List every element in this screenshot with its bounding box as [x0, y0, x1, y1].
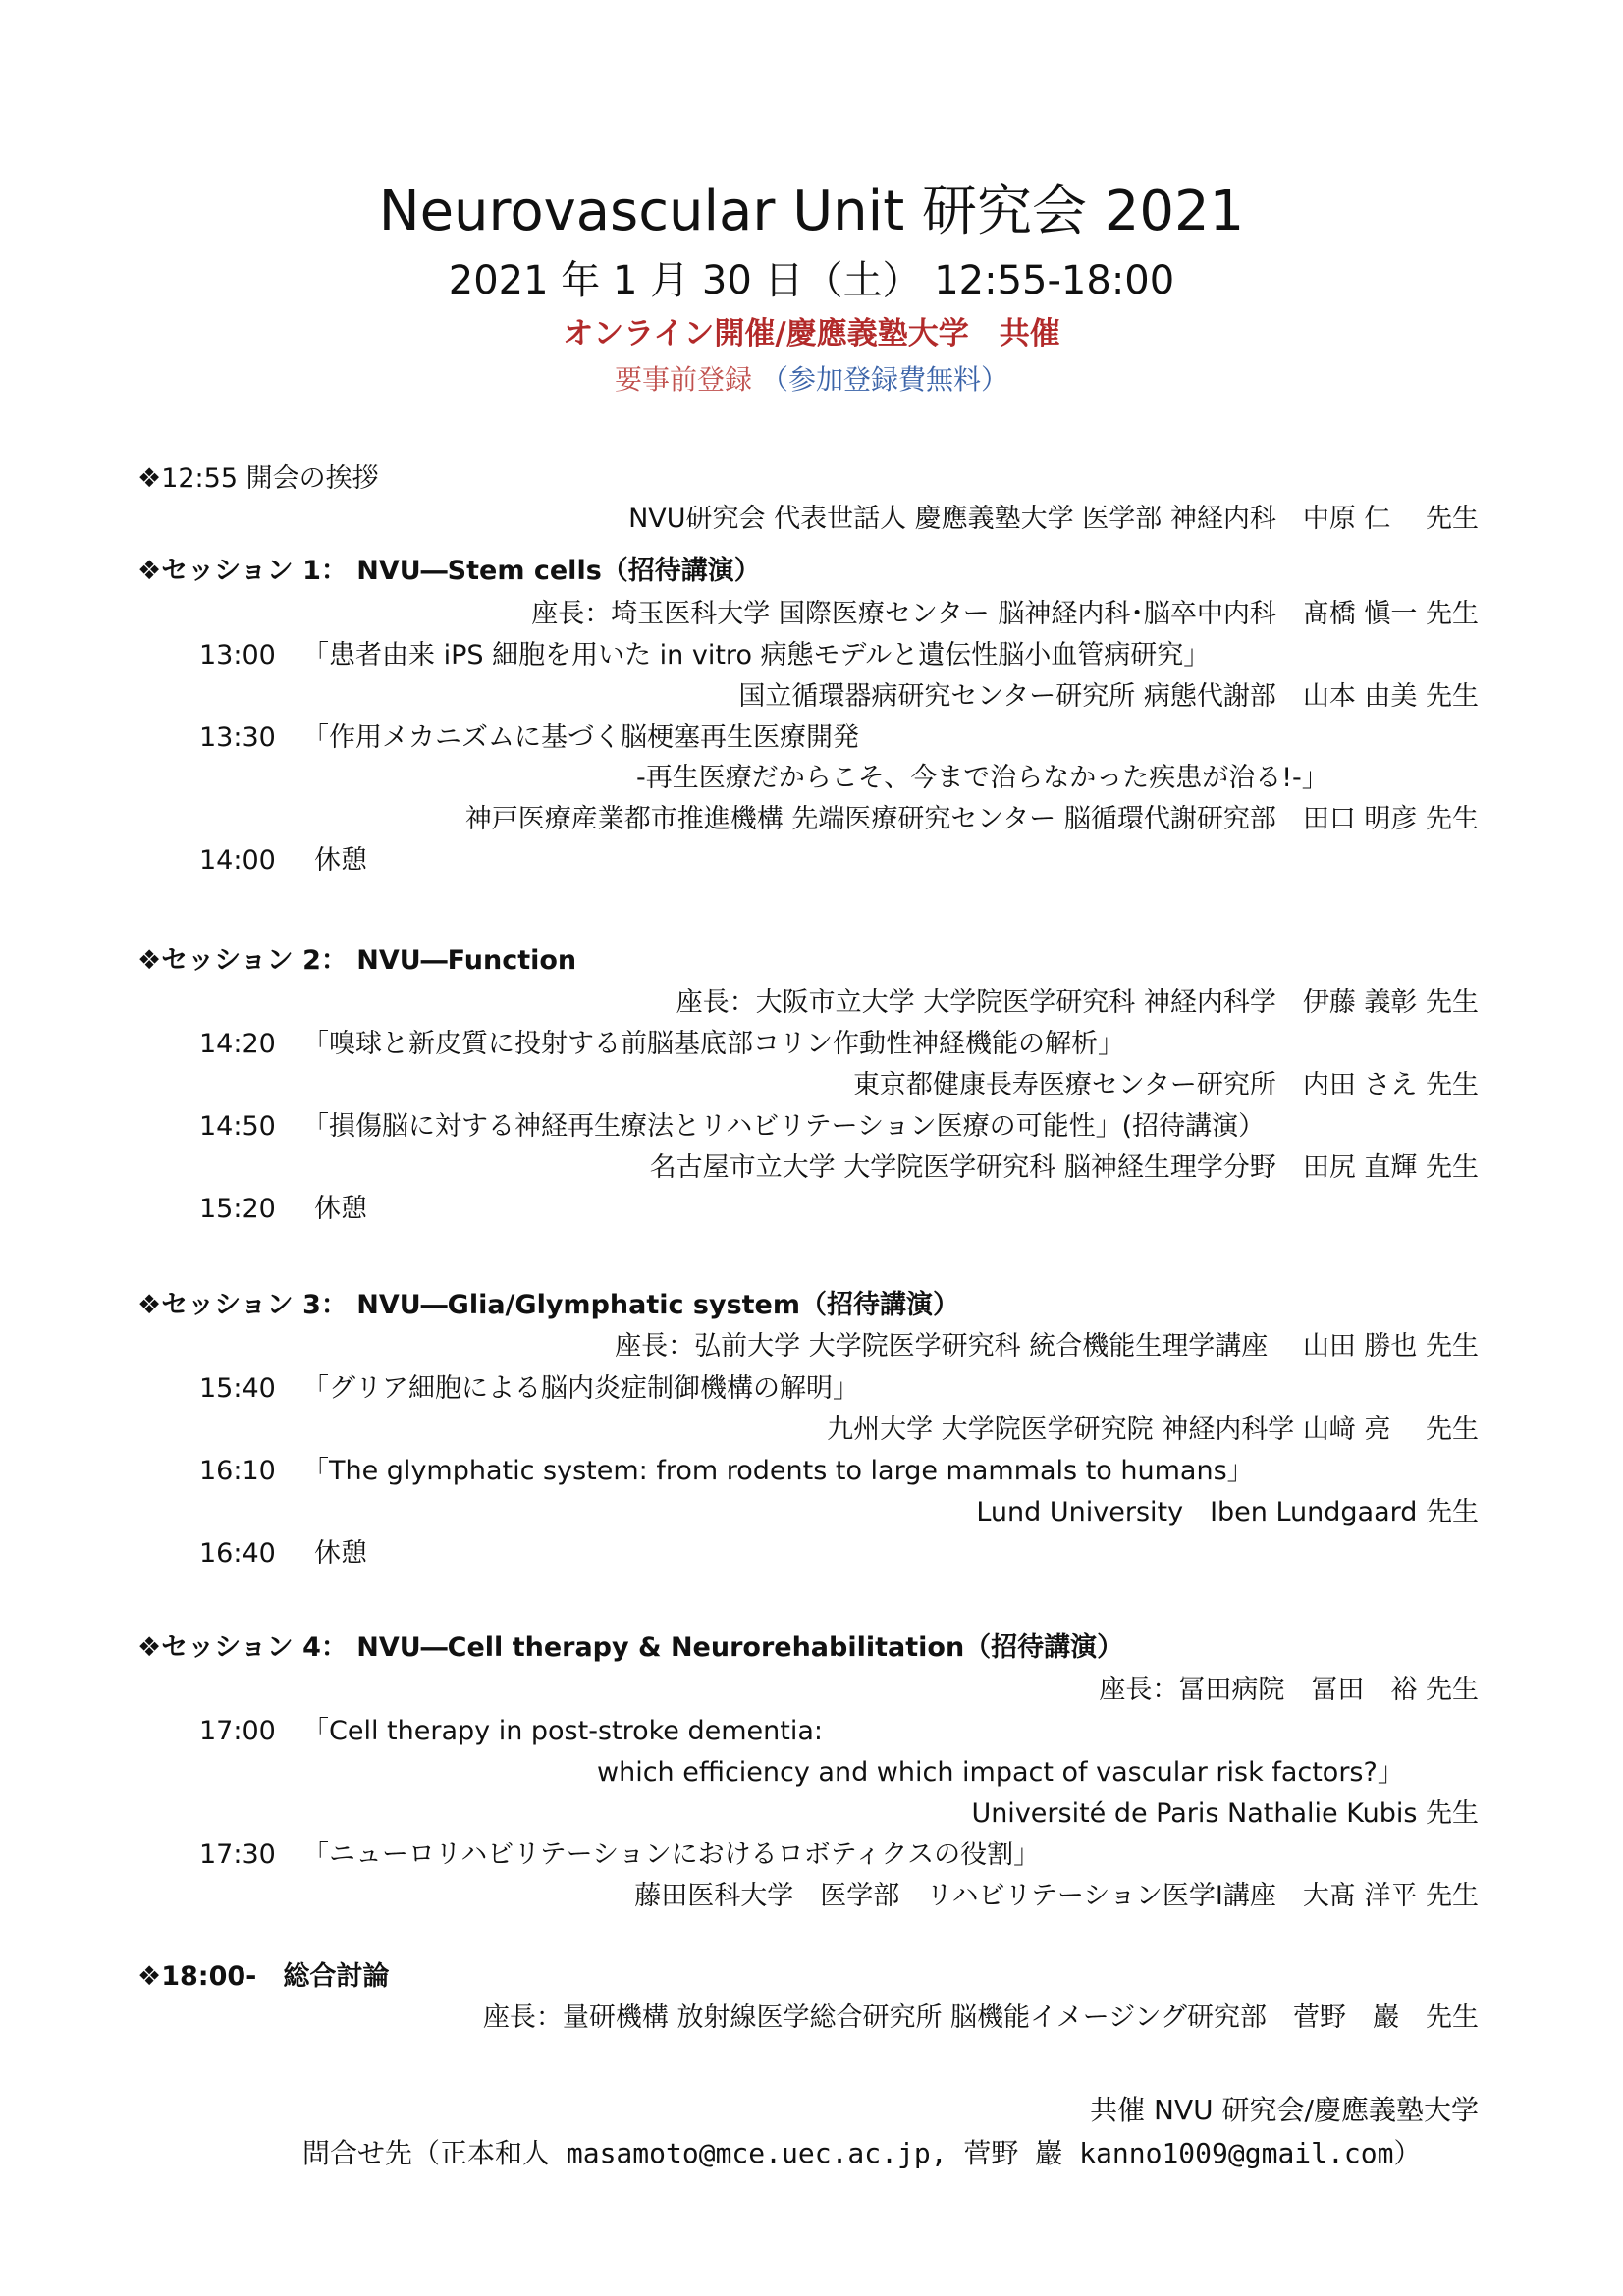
- discussion-title: ❖18:00- 総合討論: [137, 1961, 390, 1992]
- opening-label: ❖12:55 開会の挨拶: [137, 463, 379, 494]
- session-4-title: ❖セッション 4： NVU―Cell therapy & Neurorehabilitation（招待講演）: [137, 1632, 1124, 1663]
- talk-speaker: 九州大学 大学院医学研究院 神経内科学 山﨑 亮 先生: [827, 1415, 1479, 1445]
- talk-title: 「嗅球と新皮質に投射する前脳基底部コリン作動性神経機能の解析」: [302, 1029, 1124, 1059]
- talk-speaker: Lund University Iben Lundgaard 先生: [976, 1497, 1479, 1527]
- talk-title: 「損傷脳に対する神経再生療法とリハビリテーション医療の可能性」(招待講演）: [302, 1111, 1266, 1142]
- cohost-note: 共催 NVU 研究会/慶應義塾大学: [1090, 2094, 1479, 2126]
- opening-speaker: NVU研究会 代表世話人 慶應義塾大学 医学部 神経内科 中原 仁 先生: [628, 504, 1479, 534]
- talk-time: 17:00: [199, 1716, 276, 1746]
- session-1-chair: 座長：埼玉医科大学 国際医療センター 脳神経内科･脳卒中内科 髙橋 愼一 先生: [531, 599, 1479, 629]
- talk-time: 16:10: [199, 1456, 276, 1486]
- break-label: 休憩: [314, 1538, 367, 1569]
- event-date: 2021 年 1 月 30 日（土） 12:55-18:00: [448, 258, 1175, 303]
- break-time: 14:00: [199, 845, 276, 876]
- discussion-chair: 座長：量研機構 放射線医学総合研究所 脳機能イメージング研究部 菅野 巖 先生: [482, 2002, 1479, 2033]
- break-time: 15:20: [199, 1194, 276, 1224]
- talk-title: 「Cell therapy in post-stroke dementia:: [302, 1716, 824, 1746]
- break-time: 16:40: [199, 1538, 276, 1569]
- session-3-title: ❖セッション 3： NVU―Glia/Glymphatic system（招待講演）: [137, 1290, 959, 1320]
- talk-time: 17:30: [199, 1840, 276, 1870]
- registration-fee: （参加登録費無料）: [760, 363, 1008, 396]
- talk-subtitle: -再生医療だからこそ、今まで治らなかった疾患が治る!-」: [636, 763, 1328, 793]
- session-3-chair: 座長：弘前大学 大学院医学研究科 統合機能生理学講座 山田 勝也 先生: [615, 1331, 1479, 1362]
- session-2-title: ❖セッション 2： NVU―Function: [137, 945, 577, 976]
- talk-subtitle: which efficiency and which impact of vascular risk factors?」: [597, 1757, 1404, 1788]
- talk-speaker: 東京都健康長寿医療センター研究所 内田 さえ 先生: [852, 1070, 1479, 1100]
- talk-title: 「ニューロリハビリテーションにおけるロボティクスの役割」: [302, 1840, 1041, 1870]
- talk-title: 「グリア細胞による脳内炎症制御機構の解明」: [302, 1373, 859, 1404]
- break-label: 休憩: [314, 1194, 367, 1224]
- break-label: 休憩: [314, 845, 367, 876]
- session-2-chair: 座長：大阪市立大学 大学院医学研究科 神経内科学 伊藤 義彰 先生: [676, 988, 1479, 1018]
- talk-speaker: Université de Paris Nathalie Kubis 先生: [971, 1798, 1479, 1829]
- page-title: Neurovascular Unit 研究会 2021: [378, 180, 1245, 243]
- talk-time: 14:20: [199, 1029, 276, 1059]
- session-4-chair: 座長：冨田病院 冨田 裕 先生: [1099, 1675, 1479, 1705]
- talk-time: 14:50: [199, 1111, 276, 1142]
- registration-note: [0, 363, 1623, 396]
- talk-title: 「作用メカニズムに基づく脳梗塞再生医療開発: [302, 722, 859, 753]
- talk-time: 13:00: [199, 640, 276, 670]
- talk-time: 13:30: [199, 722, 276, 753]
- talk-speaker: 藤田医科大学 医学部 リハビリテーション医学Ⅰ講座 大髙 洋平 先生: [634, 1881, 1479, 1911]
- talk-title: 「患者由来 iPS 細胞を用いた in vitro 病態モデルと遺伝性脳小血管病研究」: [302, 640, 1211, 670]
- registration-required: 要事前登録: [615, 363, 753, 396]
- talk-time: 15:40: [199, 1373, 276, 1404]
- contact-info: 問合せ先（正本和人 masamoto@mce.uec.ac.jp, 菅野 巖 kanno1009@gmail.com）: [302, 2137, 1422, 2169]
- event-venue: オンライン開催/慶應義塾大学 共催: [563, 316, 1060, 351]
- session-1-title: ❖セッション 1： NVU―Stem cells（招待講演）: [137, 556, 761, 586]
- talk-title: 「The glymphatic system: from rodents to large mammals to humans」: [302, 1456, 1254, 1486]
- talk-speaker: 名古屋市立大学 大学院医学研究科 脳神経生理学分野 田尻 直輝 先生: [649, 1152, 1479, 1183]
- talk-speaker: 国立循環器病研究センター研究所 病態代謝部 山本 由美 先生: [738, 681, 1479, 712]
- talk-speaker: 神戸医療産業都市推進機構 先端医療研究センター 脳循環代謝研究部 田口 明彦 先生: [464, 804, 1479, 834]
